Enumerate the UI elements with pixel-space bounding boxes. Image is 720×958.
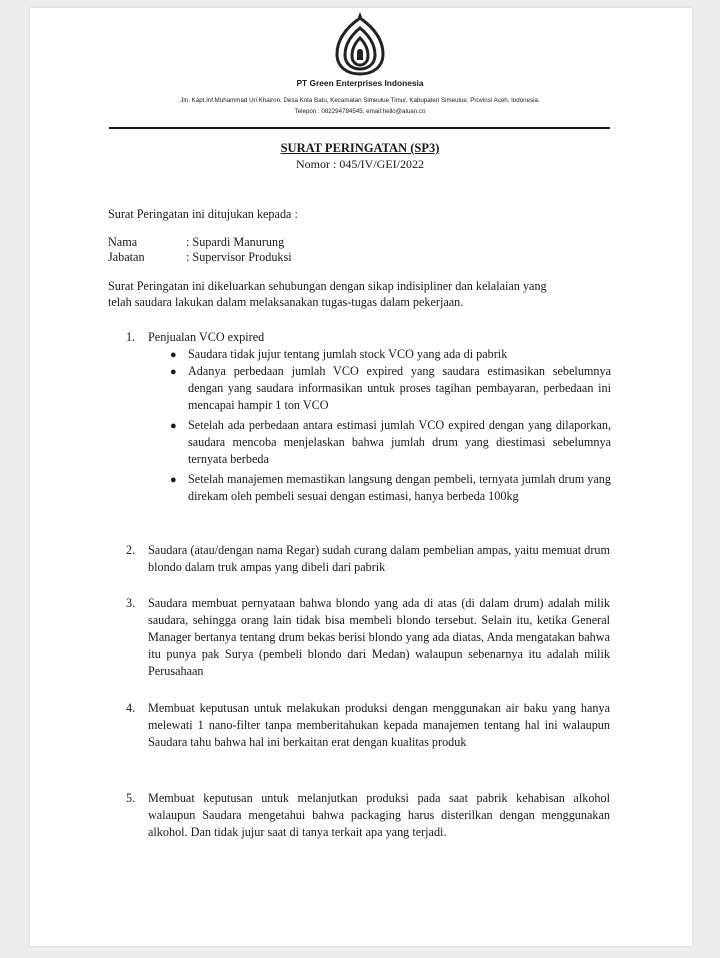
item-number: 5.: [126, 791, 136, 805]
bullet-text: Setelah manajemen memastikan langsung dengan pembeli, ternyata jumlah drum yang direkam oleh pembeli sesuai dengan estimasi, hanya berbeda 100kg: [188, 472, 611, 503]
item-number: 3.: [126, 596, 136, 610]
recipient-intro: Surat Peringatan ini ditujukan kepada :: [108, 207, 298, 221]
company-name: PT Green Enterprises Indonesia: [296, 78, 424, 88]
concentric-leaf-logo-icon: [331, 12, 389, 76]
item-text: Membuat keputusan untuk melakukan produksi dengan menggunakan air baku yang hanya melewati 1 nano-filter tanpa memberitahukan kepada manajemen tentang hal ini walaupun Saudara tahu bahwa hal ini berkaitan erat dengan kualitas produk: [148, 701, 610, 749]
company-address: Jln. Kapt.Inf.Muhammad Uri Khairon, Desa Kota Batu, Kecamatan Simeulue Timur, Kabupaten Simeulue, Provinsi Aceh, Indonesia.: [180, 97, 540, 104]
letter-title: SURAT PERINGATAN (SP3): [280, 141, 440, 155]
company-contact: Telepon : 082294784545, email:hello@aluan.co: [294, 108, 426, 115]
item-text: Penjualan VCO expired: [148, 330, 265, 344]
reason-line: telah saudara lakukan dalam melaksanakan tugas-tugas dalam pekerjaan.: [108, 295, 464, 309]
bullet-dot-icon: ●: [170, 420, 177, 432]
item-number: 2.: [126, 543, 136, 557]
field-label-name: Nama: [108, 235, 138, 249]
bullet-dot-icon: ●: [170, 366, 177, 378]
field-label-position: Jabatan: [108, 250, 145, 264]
item-number: 4.: [126, 701, 136, 715]
reason-line: Surat Peringatan ini dikeluarkan sehubungan dengan sikap indisipliner dan kelalaian yang: [108, 279, 547, 293]
bullet-dot-icon: ●: [170, 474, 177, 486]
item-number: 1.: [126, 330, 136, 344]
item-text: Saudara (atau/dengan nama Regar) sudah curang dalam pembelian ampas, yaitu memuat drum blondo dalam truk ampas yang dibeli dari pabrik: [148, 543, 610, 574]
bullet-dot-icon: ●: [170, 349, 177, 361]
letter-number: Nomor : 045/IV/GEI/2022: [296, 157, 424, 171]
item-text: Membuat keputusan untuk melanjutkan produksi pada saat pabrik kehabisan alkohol walaupun Saudara mengetahui bahwa packaging harus disterilkan dengan menggunakan alkohol. Dan tidak jujur saat di tanya terkait apa yang terjadi.: [148, 791, 610, 839]
bullet-text: Adanya perbedaan jumlah VCO expired yang saudara estimasikan sebelumnya dengan yang saudara informasikan untuk proses tagihan pembayaran, perbedaan ini mencapai hampir 1 ton VCO: [188, 364, 611, 412]
field-value-name: : Supardi Manurung: [186, 235, 285, 249]
header-divider: [109, 127, 610, 129]
item-text: Saudara membuat pernyataan bahwa blondo yang ada di atas (di dalam drum) adalah milik saudara, sehingga orang lain tidak bisa membeli blondo tersebut. Selain itu, ketika General Manager bertanya tentang drum bekas berisi blondo yang ada diatas, Anda mengatakan bahwa itu punya pak Surya (pembeli blondo dari Medan) walaupun sebenarnya itu adalah milik Perusahaan: [148, 596, 610, 678]
bullet-text: Setelah ada perbedaan antara estimasi jumlah VCO expired dengan yang dilaporkan, saudara mencoba menjelaskan bahwa jumlah drum yang diestimasi sebelumnya ternyata berbeda: [188, 418, 611, 466]
reason-paragraph: [108, 278, 603, 310]
field-value-position: : Supervisor Produksi: [186, 250, 292, 264]
bullet-text: Saudara tidak jujur tentang jumlah stock VCO yang ada di pabrik: [188, 347, 508, 361]
